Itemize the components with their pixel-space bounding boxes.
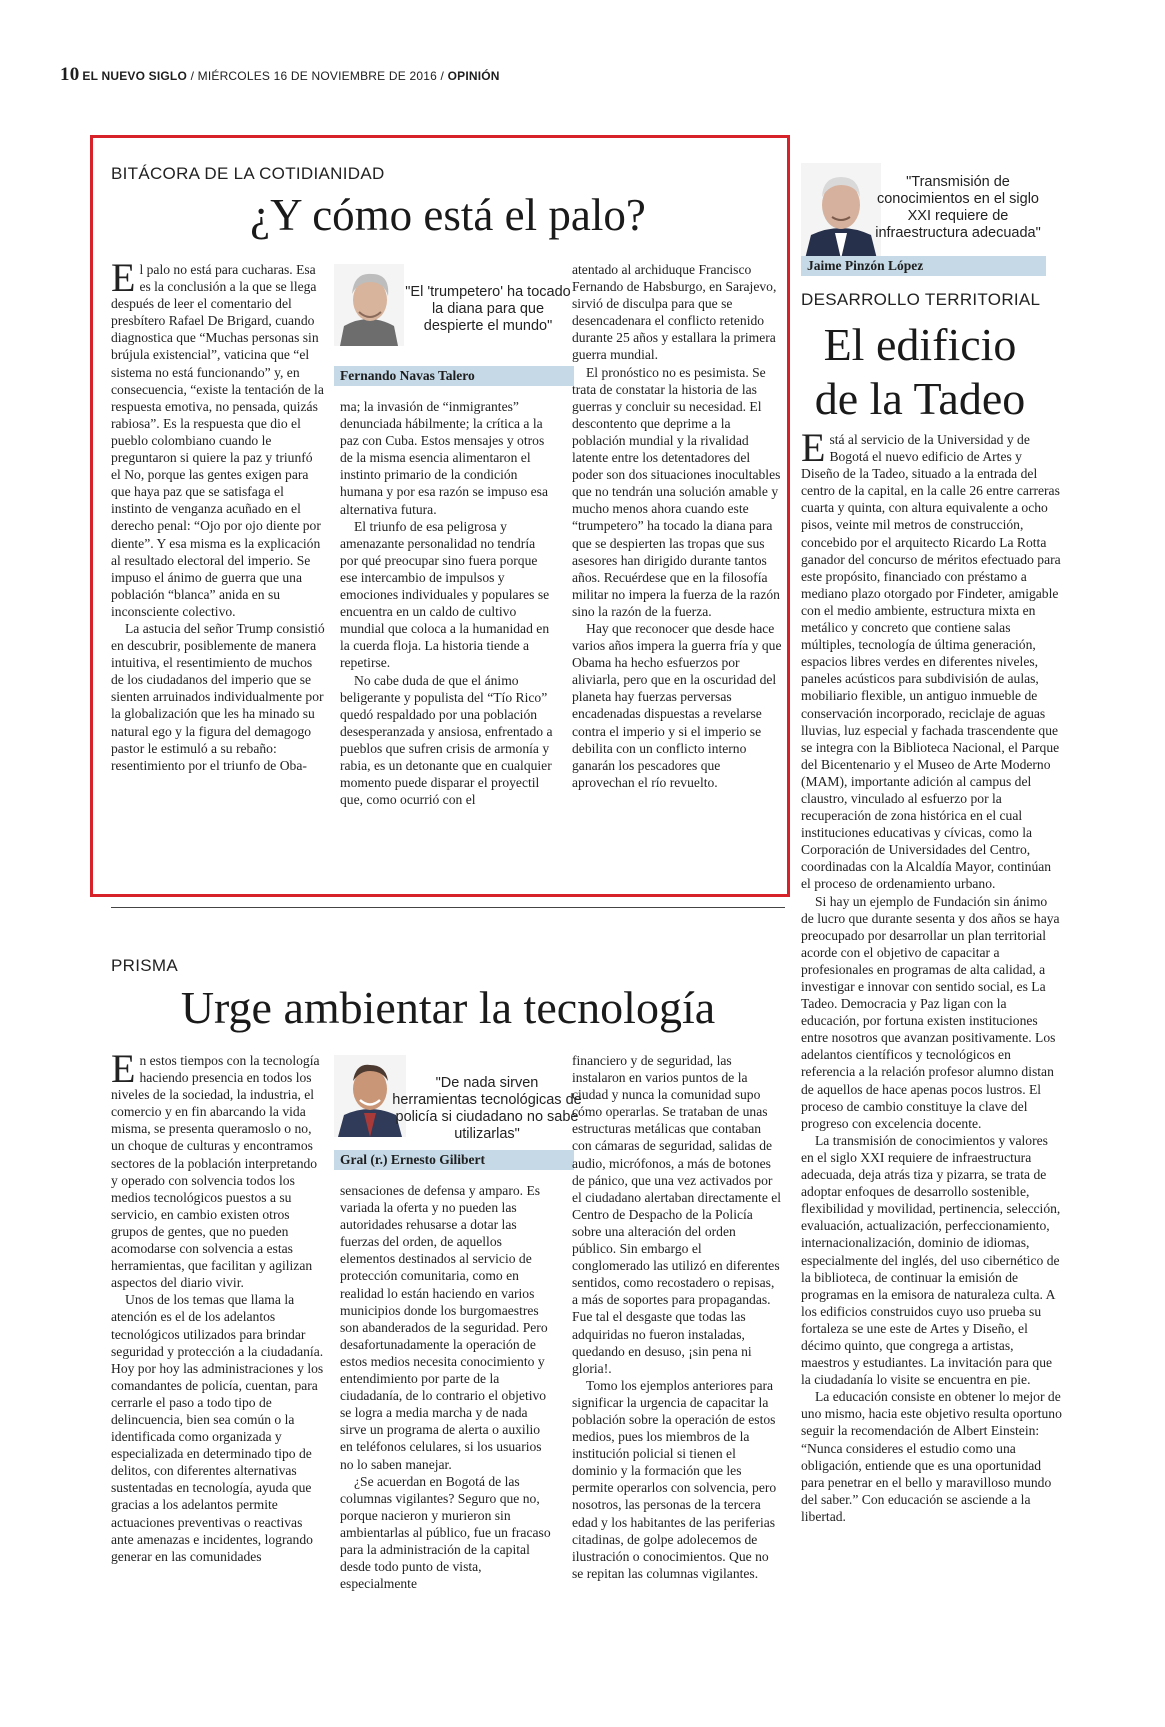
paragraph: stá al servicio de la Universidad y de Bogotá el nuevo edificio de Artes y Diseño de la Tadeo, situado a la entrada del centro de la capital, en la calle 26 entre carreras cuarta y quinta, con altura equivalente a ocho pisos, veinte mil metros de construcción, concebido por el arquitecto Ricardo La Rotta ganador del concurso de méritos efectuado para este propósito, financiado con préstamo a mediano plazo otorgado por Findeter, amigable con el medio ambiente, estructura mixta en metálico y concreto que contiene salas múltiples, tecnología de última generación, espacios libres verdes en diferentes niveles, paneles acústicos para subdivisión de aulas, mobiliario flexible, un antiguo inmueble de conservación incorporado, reciclaje de aguas lluvias, luz especial y fachada trascendente que se integra con la Biblioteca Nacional, el Parque del Bicentenario y el Museo de Arte Moderno (MAM), importante adición al campus del claustro, vinculado al esfuerzo por la recuperación de zona histórica en el cual instituciones educativas y cívicas, como la Corporación de Universidades del Centro, coordinadas con la Alcaldía Mayor, continúan el proceso de ordenamiento urbano. <box>801 432 1061 892</box>
article1-column-2 <box>340 398 554 808</box>
author-portrait-image <box>334 264 404 346</box>
paragraph: ma; la invasión de “inmigrantes” denunciada hábilmente; la crítica a la paz con Cuba. Estos mensajes y otros de la misma esencia alimentaron el instinto primario de la condición humana y por esa razón se impuso esa alternativa futura. <box>340 399 548 517</box>
section-name: OPINIÓN <box>447 69 500 83</box>
article1-pull-quote: "El 'trumpetero' ha tocado la diana para que despierte el mundo" <box>405 284 571 334</box>
paragraph: Si hay un ejemplo de Fundación sin ánimo de lucro que durante sesenta y dos años se haya preocupado por desarrollar un plan territorial acorde con el objetivo de capacitar a profesionales en programas de alta calidad, a investigar e innovar con sentido social, es La Tadeo. Democracia y Paz ligan con la educación, por fortuna existen instituciones entre nosotros que avanzan positivamente. Los adelantos científicos y tecnológicos en referencia a la relación profesor alumno distan de aquellos de hace apenas pocos lustros. El proceso de cambio constituye la clave del progreso con excelencia docente. <box>801 893 1060 1131</box>
paragraph: financiero y de seguridad, las instalaron en varios puntos de la ciudad y nunca la comunidad supo cómo operarlas. Se trataban de unas estructuras metálicas que contaban con cámaras de seguridad, salidas de audio, micrófonos, a más de botones de pánico, que una vez activados por el ciudadano alertaban directamente el Centro de Despacho de la Policía sobre una alteración del orden público. Sin embargo el conglomerado las utilizó en diferentes sentidos, como recostadero o repisas, a más de soportes para propagandas. Fue tal el desgaste que todas las adquiridas no fueron instaladas, quedando en desuso, ¡sin pena ni gloria!. <box>572 1053 782 1376</box>
section-divider <box>111 907 785 908</box>
paragraph: La transmisión de conocimientos y valores en el siglo XXI requiere de infraestructura adecuada, deja atrás tiza y pizarra, se trata de adoptar enfoques de desarrollo sostenible, flexibilidad y movilidad, pertinencia, selección, evaluación, actualización, perfeccionamiento, internacionalización, dominio de idiomas, especialmente del inglés, del uso cibernético de la biblioteca, de continuar la emisión de programas en la emisora de naturaleza culta. A los edificios construidos cuyo uso prueba su fortaleza se une este de Artes y Diseño, el décimo quinto, que congrega a artistas, maestros y estudiantes. La invitación para que la ciudadanía lo visite se encuentra en pie. <box>801 1132 1061 1388</box>
article1-kicker: BITÁCORA DE LA COTIDIANIDAD <box>111 164 385 183</box>
article3-headline-line-2: de la Tadeo <box>814 373 1026 424</box>
issue-date: / MIÉRCOLES 16 DE NOVIEMBRE DE 2016 / <box>190 69 445 83</box>
article3-column <box>801 425 1063 1525</box>
paragraph: La educación consiste en obtener lo mejor de uno mismo, hacia este objetivo resulta oportuno seguir la recomendación de Albert Einstein: “Nunca consideres el estudio como una obligación, entiende que es una oportunidad para penetrar en el bello y maravilloso mundo del saber.” Con educación se asciende a la libertad. <box>801 1389 1062 1524</box>
newspaper-brand: EL NUEVO SIGLO <box>82 69 188 83</box>
article2-author-name: Gral (r.) Ernesto Gilibert <box>334 1150 574 1170</box>
paragraph: El pronóstico no es pesimista. Se trata de constatar la historia de las guerras y concluir su necesidad. El descontento que deprime a la población mundial y la rivalidad latente entre los detentadores del poder son dos situaciones inocultables que no tendrán una solución amable y mucho menos ahora cuando este “trumpetero” ha tocado la diana para que se despierten las tropas que sus asesores han dirigido durante tantos años. Recuérdese que en la filosofía militar no impera la fuerza de la razón sino la razón de la fuerza. <box>572 364 781 619</box>
paragraph: atentado al archiduque Francisco Fernando de Habsburgo, en Sarajevo, sirvió de disculpa para que se desencadenara el conflicto retenido durante 25 años y estallara la primera guerra mundial. <box>572 262 777 363</box>
article3-pull-quote: "Transmisión de conocimientos en el siglo XXI requiere de infraestructura adecuada" <box>875 174 1041 241</box>
article2-kicker: PRISMA <box>111 956 178 975</box>
article2-headline: Urge ambientar la tecnología <box>180 982 716 1033</box>
paragraph: ¿Se acuerdan en Bogotá de las columnas vigilantes? Seguro que no, porque nacieron y murieron sin ambientarlas al público, fue un fracaso para la administración de la capital desde todo punto de vista, especialmente <box>340 1473 551 1592</box>
article3-headline-line-1: El edificio <box>823 319 1017 370</box>
paragraph: n estos tiempos con la tecnología haciendo presencia en todos los niveles de la sociedad, la industria, el comercio y en fin abarcando la vida misma, se presenta queramoslo o no, un choque de culturas y encontramos sectores de la población interpretando y operado con solvencia todos los medios tecnológicos puestos a su servicio, en cambio existen otros grupos de gentes, que no pueden acomodarse con solvencia a estas herramientas, que facilitan y agilizan aspectos del diario vivir. <box>111 1053 320 1291</box>
article3-author-name: Jaime Pinzón López <box>801 256 1046 276</box>
page-folio <box>60 64 500 86</box>
paragraph: Unos de los temas que llama la atención es el de los adelantos tecnológicos utilizados para brindar seguridad y protección a la ciudadanía. Hoy por hoy las administraciones y los comandantes de policía, cuentan, para cerrarle el paso a todo tipo de delincuencia, bien sea común o la identificada como organizada y especializada en determinado tipo de delitos, con diferentes alternativas sustentadas en tecnología, ayuda que gracias a los adelantos permite actuaciones preventivas o reactivas ante amenazas e incidentes, logrando generar en las comunidades <box>111 1292 324 1564</box>
paragraph: La astucia del señor Trump consistió en descubrir, posiblemente de manera intuitiva, el resentimiento de muchos de los ciudadanos del imperio que se sienten arruinados individualmente por la globalización que les ha minado su natural ego y la figura del demagogo pastor le estimuló a su rebaño: resentimiento por el triunfo de Oba- <box>111 620 325 773</box>
paragraph: Tomo los ejemplos anteriores para significar la urgencia de capacitar la población sobre la operación de estos medios, pues los miembros de la institución policial si tienen el dominio y la formación que les permite operarlos con solvencia, pero nosotros, las personas de la tercera edad y los habitantes de las periferias citadinas, de golpe adolecemos de ilustración o conocimientos. Que no se repitan las columnas vigilantes. <box>572 1377 777 1581</box>
paragraph: l palo no está para cucharas. Esa es la conclusión a la que se llega después de leer el comentario del presbítero Rafael De Brigard, cuando diagnostica que “Muchas personas sin brújula existencial”, vaticina que “el sistema no está funcionando” y, en consecuencia, “existe la tentación de la respuesta emotiva, no pensada, quizás rabiosa”. Es la respuesta que dio el pueblo colombiano cuando le preguntaron si quiere la paz y triunfó el No, porque las gentes exigen para que haya paz que se satisfaga el instinto de venganza acuñado en el derecho penal: “Ojo por ojo diente por diente”. Y esa misma es la explicación al resultado electoral del imperio. Se impuso el ánimo de guerra que una población “blanca” anida en su inconsciente colectivo. <box>111 262 324 619</box>
article1-dropcap: E <box>111 255 136 300</box>
paragraph: El triunfo de esa peligrosa y amenazante personalidad no tendría por qué preocupar sino fuera porque ese intercambio de impulsos y emociones individuales y populares se encuentra en un caldo de cultivo mundial que coloca a la humanidad en la cuerda floja. La historia tiende a repetirse. <box>340 518 550 671</box>
article1-column-3 <box>572 261 782 791</box>
article3-headline <box>801 318 1039 426</box>
article2-dropcap: E <box>111 1046 136 1091</box>
author-photo <box>334 264 404 346</box>
article3-kicker: DESARROLLO TERRITORIAL <box>801 290 1041 309</box>
paragraph: sensaciones de defensa y amparo. Es variada la oferta y no pueden las autoridades rehusarse a dotar las fuerzas del orden, de aquellos elementos destinados al servicio de protección comunitaria, como en realidad lo están haciendo en varios municipios donde los burgomaestres son abanderados de la seguridad. Pero desafortunadamente la operación de estos medios necesita conocimiento y entendimiento por parte de la ciudadanía, de lo contrario el objetivo se logra a media marcha y de nada sirve un programa de alerta o auxilio en teléfonos celulares, si los usuarios no lo saben manejar. <box>340 1183 548 1472</box>
article2-column-3 <box>572 1052 782 1582</box>
article2-column-1 <box>111 1046 325 1565</box>
article3-dropcap: E <box>801 425 826 470</box>
article1-headline: ¿Y cómo está el palo? <box>250 190 646 240</box>
paragraph: Hay que reconocer que desde hace varios años impera la guerra fría y que Obama ha hecho esfuerzos por aliviarla, pero que en la oscuridad del planeta hay fuerzas perversas encadenadas dispuestas a revelarse contra el imperio y si el imperio se debilita con un conflicto interno ganarán los pescadores que aprovechan el río revuelto. <box>572 620 782 790</box>
paragraph: No cabe duda de que el ánimo beligerante y populista del “Tío Rico” quedó respaldado por una población desesperanzada y ansiosa, enfrentado a pueblos que sufren crisis de armonía y rabia, es un detonante que en cualquier momento puede disparar el proyectil que, como ocurrió con el <box>340 672 553 808</box>
article2-pull-quote: "De nada sirven herramientas tecnológicas de policía si ciudadano no sabe utilizarlas" <box>392 1075 582 1142</box>
article1-author-name: Fernando Navas Talero <box>334 366 574 386</box>
page-number: 10 <box>60 64 80 85</box>
article1-column-1 <box>111 255 325 774</box>
article2-column-2 <box>340 1182 554 1592</box>
